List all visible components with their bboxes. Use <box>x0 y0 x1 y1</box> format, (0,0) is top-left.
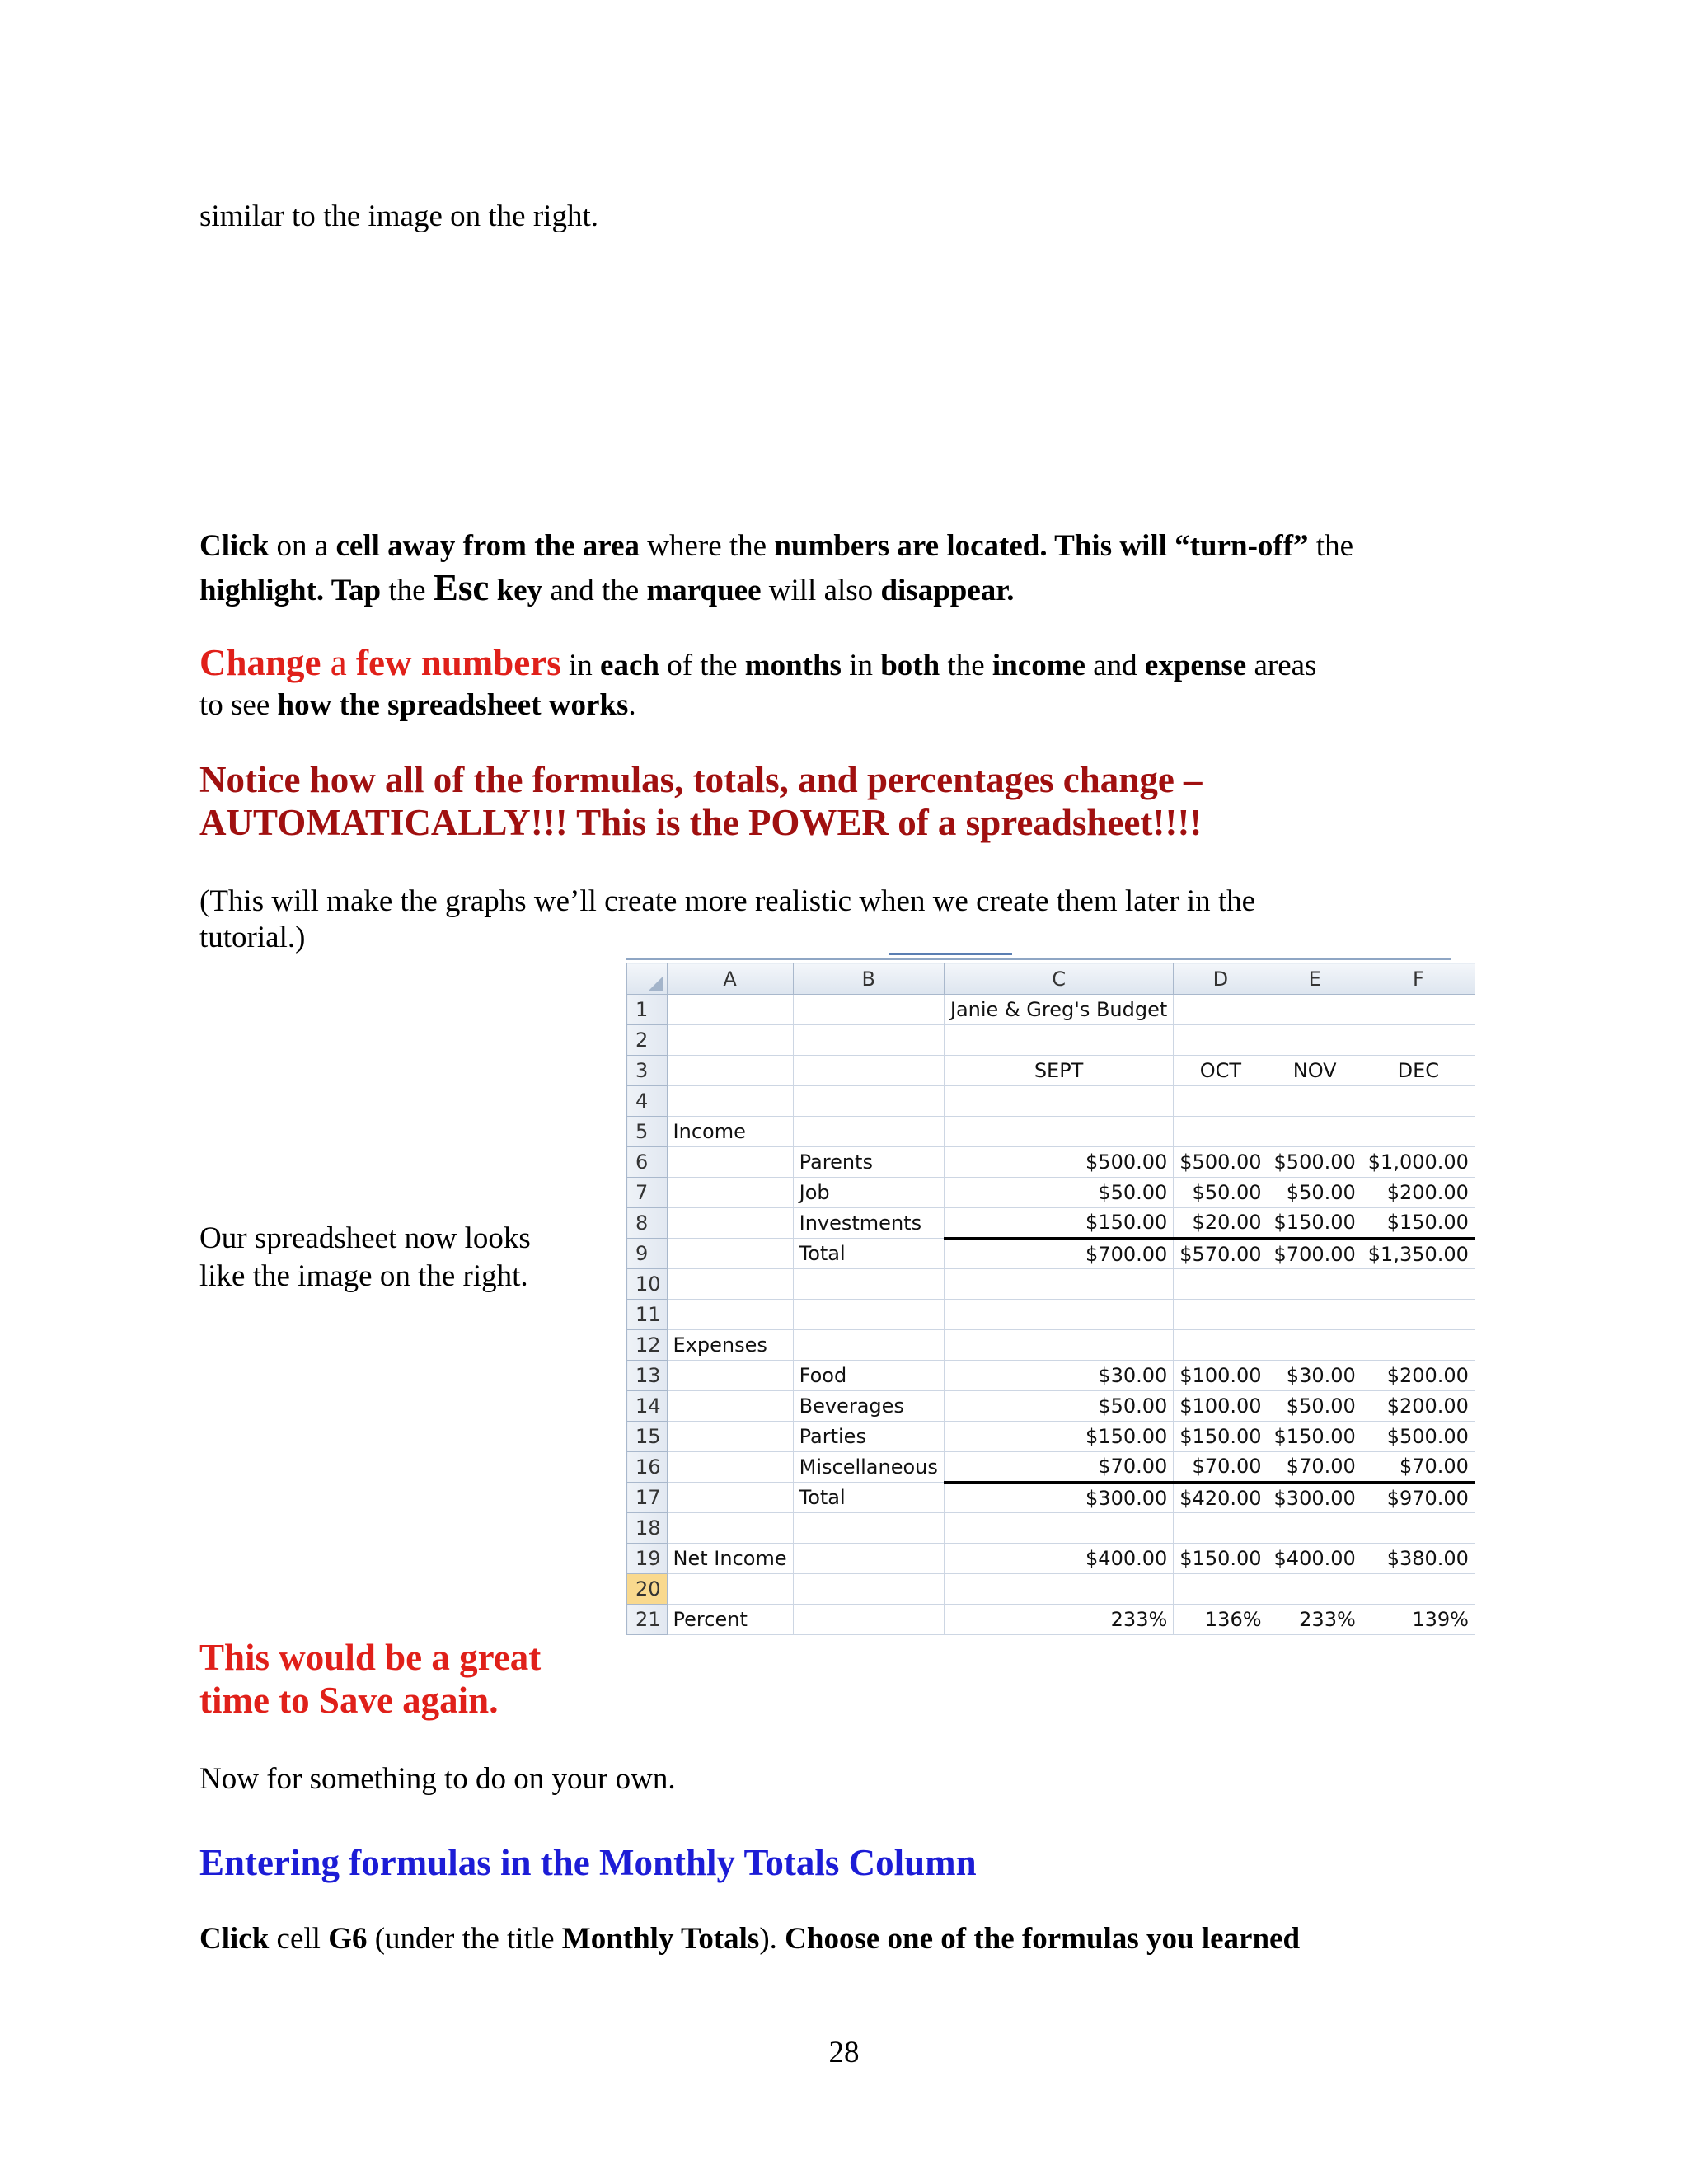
cell-a[interactable] <box>667 1361 793 1391</box>
notice-heading: Notice how all of the formulas, totals, and percentages change – AUTOMATICALLY!!! This is the POWER of a spreadsheet!!!! <box>199 759 1203 843</box>
cell-f[interactable]: $200.00 <box>1362 1178 1475 1208</box>
cell-b[interactable]: Food <box>793 1361 944 1391</box>
cell-f[interactable]: $380.00 <box>1362 1544 1475 1574</box>
cell-c[interactable] <box>944 1300 1173 1330</box>
cell-e[interactable]: $30.00 <box>1268 1361 1362 1391</box>
row-header[interactable]: 12 <box>627 1330 668 1361</box>
spreadsheet-row <box>627 1422 1475 1452</box>
column-header-c[interactable]: C <box>944 963 1173 995</box>
cell-d[interactable]: $100.00 <box>1174 1361 1268 1391</box>
cell-b[interactable] <box>793 1544 944 1574</box>
spreadsheet-row <box>627 1117 1475 1147</box>
cell-e[interactable] <box>1268 1117 1362 1147</box>
cell-f[interactable] <box>1362 1086 1475 1117</box>
cell-a[interactable] <box>667 1147 793 1178</box>
cell-c[interactable]: Janie & Greg's Budget <box>944 995 1173 1025</box>
click-instructions: Click on a cell away from the area where the numbers are located. This will “turn-off” the highlight. Tap the Esc key and the marquee will also disappear. <box>199 529 1353 608</box>
cell-b[interactable]: Total <box>793 1239 944 1269</box>
row-header[interactable]: 5 <box>627 1117 668 1147</box>
cell-d[interactable] <box>1174 1300 1268 1330</box>
row-header[interactable]: 15 <box>627 1422 668 1452</box>
cell-a[interactable] <box>667 995 793 1025</box>
cell-f[interactable]: $1,350.00 <box>1362 1239 1475 1269</box>
cell-a[interactable] <box>667 1452 793 1483</box>
spreadsheet-row <box>627 1605 1475 1635</box>
section-heading: Entering formulas in the Monthly Totals Column <box>199 1842 977 1883</box>
row-header[interactable]: 21 <box>627 1605 668 1635</box>
cell-b[interactable] <box>793 1269 944 1300</box>
row-header[interactable]: 6 <box>627 1147 668 1178</box>
spreadsheet-row <box>627 1086 1475 1117</box>
change-instructions: Change a few numbers in each of the months in both the income and expense areas to see how the spreadsheet works. <box>199 642 1317 722</box>
cell-a[interactable] <box>667 1025 793 1056</box>
name-box-edge <box>889 953 1012 955</box>
row-header[interactable]: 8 <box>627 1208 668 1239</box>
column-header-e[interactable]: E <box>1268 963 1362 995</box>
cell-b[interactable] <box>793 1300 944 1330</box>
column-header-a[interactable]: A <box>667 963 793 995</box>
cell-d[interactable]: $150.00 <box>1174 1544 1268 1574</box>
cell-f[interactable]: 139% <box>1362 1605 1475 1635</box>
cell-c[interactable]: $50.00 <box>944 1178 1173 1208</box>
cell-c[interactable] <box>944 1330 1173 1361</box>
cell-d[interactable]: $50.00 <box>1174 1178 1268 1208</box>
cell-c[interactable]: $150.00 <box>944 1208 1173 1239</box>
cell-a[interactable] <box>667 1391 793 1422</box>
row-header[interactable]: 3 <box>627 1056 668 1086</box>
cell-b[interactable] <box>793 995 944 1025</box>
cell-a[interactable] <box>667 1574 793 1605</box>
cell-c[interactable]: 233% <box>944 1605 1173 1635</box>
cell-e[interactable]: $50.00 <box>1268 1391 1362 1422</box>
cell-e[interactable]: $400.00 <box>1268 1544 1362 1574</box>
cell-d[interactable] <box>1174 1269 1268 1300</box>
cell-e[interactable]: $500.00 <box>1268 1147 1362 1178</box>
cell-f[interactable] <box>1362 1025 1475 1056</box>
spreadsheet-row <box>627 1025 1475 1056</box>
cell-f[interactable]: DEC <box>1362 1056 1475 1086</box>
spreadsheet-row <box>627 1483 1475 1513</box>
cell-c[interactable] <box>944 1025 1173 1056</box>
row-header[interactable]: 20 <box>627 1574 668 1605</box>
column-header-b[interactable]: B <box>793 963 944 995</box>
cell-d[interactable] <box>1174 1117 1268 1147</box>
cell-c[interactable]: $700.00 <box>944 1239 1173 1269</box>
column-header-row <box>627 963 1475 995</box>
column-header-d[interactable]: D <box>1174 963 1268 995</box>
cell-c[interactable]: $500.00 <box>944 1147 1173 1178</box>
cell-d[interactable] <box>1174 1025 1268 1056</box>
graphs-note: (This will make the graphs we’ll create more realistic when we create them later in the tutorial.) <box>199 884 1256 954</box>
cell-c[interactable]: SEPT <box>944 1056 1173 1086</box>
row-header[interactable]: 7 <box>627 1178 668 1208</box>
row-header[interactable]: 19 <box>627 1544 668 1574</box>
cell-e[interactable]: $300.00 <box>1268 1483 1362 1513</box>
row-header[interactable]: 4 <box>627 1086 668 1117</box>
formula-instructions: Click cell G6 (under the title Monthly Totals). Choose one of the formulas you learned <box>199 1922 1301 1956</box>
cell-f[interactable]: $150.00 <box>1362 1208 1475 1239</box>
cell-a[interactable] <box>667 1208 793 1239</box>
cell-d[interactable]: $150.00 <box>1174 1422 1268 1452</box>
cell-f[interactable]: $70.00 <box>1362 1452 1475 1483</box>
esc-key-label: Esc <box>433 567 490 608</box>
cell-c[interactable]: $30.00 <box>944 1361 1173 1391</box>
page-number: 28 <box>828 2036 860 2069</box>
spreadsheet-row <box>627 1178 1475 1208</box>
cell-e[interactable]: $70.00 <box>1268 1452 1362 1483</box>
row-header[interactable]: 1 <box>627 995 668 1025</box>
cell-c[interactable]: $300.00 <box>944 1483 1173 1513</box>
spreadsheet-caption: Our spreadsheet now looks like the image on the right. <box>199 1221 531 1293</box>
spreadsheet-grid <box>626 963 1475 1635</box>
cell-d[interactable]: 136% <box>1174 1605 1268 1635</box>
cell-a[interactable] <box>667 1086 793 1117</box>
cell-d[interactable]: $100.00 <box>1174 1391 1268 1422</box>
cell-b[interactable]: Beverages <box>793 1391 944 1422</box>
spreadsheet-row <box>627 1544 1475 1574</box>
row-header[interactable]: 11 <box>627 1300 668 1330</box>
row-header[interactable]: 14 <box>627 1391 668 1422</box>
row-header[interactable]: 17 <box>627 1483 668 1513</box>
cell-b[interactable]: Parents <box>793 1147 944 1178</box>
cell-f[interactable] <box>1362 1117 1475 1147</box>
cell-f[interactable] <box>1362 1513 1475 1544</box>
cell-d[interactable]: OCT <box>1174 1056 1268 1086</box>
cell-d[interactable]: $570.00 <box>1174 1239 1268 1269</box>
cell-e[interactable] <box>1268 1269 1362 1300</box>
cell-e[interactable]: $150.00 <box>1268 1422 1362 1452</box>
spreadsheet-row <box>627 1269 1475 1300</box>
cell-d[interactable]: $20.00 <box>1174 1208 1268 1239</box>
cell-d[interactable]: $70.00 <box>1174 1452 1268 1483</box>
intro-text: similar to the image on the right. <box>199 199 598 233</box>
cell-c[interactable]: $70.00 <box>944 1452 1173 1483</box>
cell-f[interactable]: $1,000.00 <box>1362 1147 1475 1178</box>
cell-f[interactable]: $970.00 <box>1362 1483 1475 1513</box>
row-header[interactable]: 13 <box>627 1361 668 1391</box>
cell-c[interactable] <box>944 1513 1173 1544</box>
save-reminder: This would be a great time to Save again. <box>199 1637 542 1721</box>
cell-f[interactable] <box>1362 1269 1475 1300</box>
cell-b[interactable] <box>793 1513 944 1544</box>
cell-e[interactable] <box>1268 1086 1362 1117</box>
cell-c[interactable] <box>944 1086 1173 1117</box>
cell-d[interactable] <box>1174 995 1268 1025</box>
column-header-f[interactable]: F <box>1362 963 1475 995</box>
ribbon-edge <box>626 958 1451 960</box>
cell-e[interactable]: $700.00 <box>1268 1239 1362 1269</box>
select-all-corner[interactable] <box>627 963 668 995</box>
cell-c[interactable]: $400.00 <box>944 1544 1173 1574</box>
spreadsheet-row <box>627 1361 1475 1391</box>
cell-a[interactable]: Percent <box>667 1605 793 1635</box>
cell-d[interactable] <box>1174 1330 1268 1361</box>
cell-a[interactable] <box>667 1422 793 1452</box>
cell-d[interactable]: $420.00 <box>1174 1483 1268 1513</box>
cell-a[interactable] <box>667 1178 793 1208</box>
cell-c[interactable] <box>944 1574 1173 1605</box>
spreadsheet-screenshot <box>626 963 1469 1635</box>
spreadsheet-row <box>627 1391 1475 1422</box>
cell-a[interactable]: Net Income <box>667 1544 793 1574</box>
cell-e[interactable]: $150.00 <box>1268 1208 1362 1239</box>
cell-e[interactable] <box>1268 1025 1362 1056</box>
cell-a[interactable] <box>667 1239 793 1269</box>
cell-b[interactable] <box>793 1574 944 1605</box>
cell-b[interactable]: Total <box>793 1483 944 1513</box>
cell-b[interactable] <box>793 1056 944 1086</box>
spreadsheet-row <box>627 1056 1475 1086</box>
cell-f[interactable]: $200.00 <box>1362 1391 1475 1422</box>
cell-b[interactable] <box>793 1086 944 1117</box>
cell-b[interactable]: Parties <box>793 1422 944 1452</box>
cell-f[interactable] <box>1362 995 1475 1025</box>
spreadsheet-row <box>627 1300 1475 1330</box>
cell-b[interactable] <box>793 1330 944 1361</box>
cell-e[interactable] <box>1268 1330 1362 1361</box>
cell-a[interactable] <box>667 1513 793 1544</box>
cell-b[interactable]: Job <box>793 1178 944 1208</box>
row-header[interactable]: 9 <box>627 1239 668 1269</box>
spreadsheet-row <box>627 1513 1475 1544</box>
cell-e[interactable]: $50.00 <box>1268 1178 1362 1208</box>
cell-a[interactable]: Expenses <box>667 1330 793 1361</box>
cell-d[interactable]: $500.00 <box>1174 1147 1268 1178</box>
cell-f[interactable] <box>1362 1574 1475 1605</box>
cell-d[interactable] <box>1174 1086 1268 1117</box>
cell-b[interactable] <box>793 1025 944 1056</box>
cell-e[interactable] <box>1268 995 1362 1025</box>
cell-b[interactable] <box>793 1605 944 1635</box>
cell-c[interactable] <box>944 1117 1173 1147</box>
spreadsheet-row <box>627 1574 1475 1605</box>
spreadsheet-row <box>627 1208 1475 1239</box>
cell-c[interactable]: $150.00 <box>944 1422 1173 1452</box>
cell-e[interactable]: NOV <box>1268 1056 1362 1086</box>
row-header[interactable]: 18 <box>627 1513 668 1544</box>
cell-b[interactable] <box>793 1117 944 1147</box>
cell-a[interactable]: Income <box>667 1117 793 1147</box>
row-header[interactable]: 2 <box>627 1025 668 1056</box>
cell-e[interactable] <box>1268 1300 1362 1330</box>
row-header[interactable]: 16 <box>627 1452 668 1483</box>
cell-a[interactable] <box>667 1300 793 1330</box>
cell-b[interactable]: Investments <box>793 1208 944 1239</box>
spreadsheet-row <box>627 1239 1475 1269</box>
cell-f[interactable] <box>1362 1330 1475 1361</box>
spreadsheet-row <box>627 1452 1475 1483</box>
cell-a[interactable] <box>667 1269 793 1300</box>
spreadsheet-row <box>627 1330 1475 1361</box>
cell-f[interactable]: $200.00 <box>1362 1361 1475 1391</box>
cell-e[interactable] <box>1268 1574 1362 1605</box>
cell-c[interactable]: $50.00 <box>944 1391 1173 1422</box>
cell-a[interactable] <box>667 1056 793 1086</box>
own-task-intro: Now for something to do on your own. <box>199 1762 676 1796</box>
cell-f[interactable]: $500.00 <box>1362 1422 1475 1452</box>
cell-d[interactable] <box>1174 1513 1268 1544</box>
cell-d[interactable] <box>1174 1574 1268 1605</box>
cell-a[interactable] <box>667 1483 793 1513</box>
cell-b[interactable]: Miscellaneous <box>793 1452 944 1483</box>
cell-f[interactable] <box>1362 1300 1475 1330</box>
row-header[interactable]: 10 <box>627 1269 668 1300</box>
cell-e[interactable]: 233% <box>1268 1605 1362 1635</box>
cell-e[interactable] <box>1268 1513 1362 1544</box>
spreadsheet-row <box>627 995 1475 1025</box>
cell-c[interactable] <box>944 1269 1173 1300</box>
spreadsheet-row <box>627 1147 1475 1178</box>
